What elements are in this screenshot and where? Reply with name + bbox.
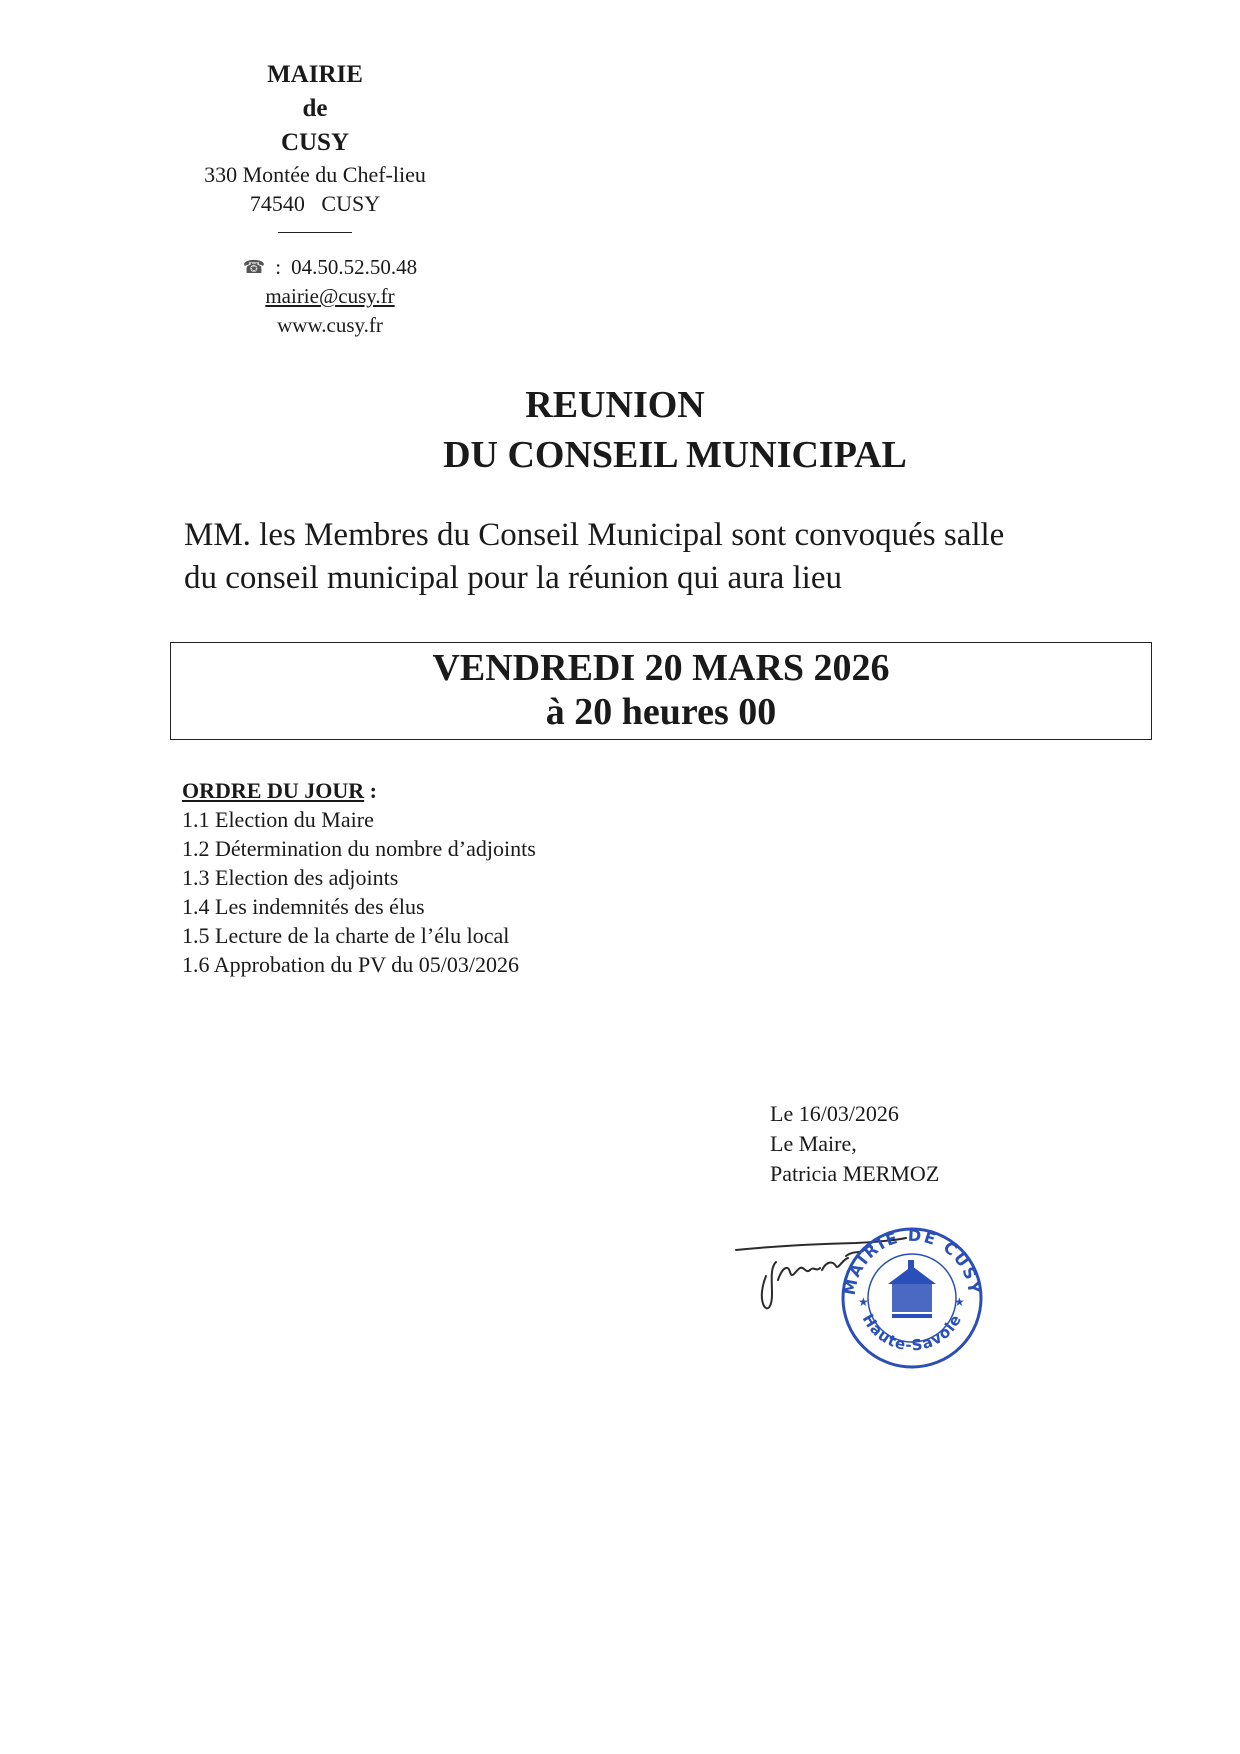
- meeting-time: à 20 heures 00: [545, 691, 777, 733]
- meeting-date: VENDREDI 20 MARS 2026: [432, 647, 890, 689]
- letterhead-divider: [278, 232, 352, 233]
- letterhead-mairie: MAIRIE: [267, 61, 363, 88]
- intro-paragraph: [184, 514, 1144, 600]
- signature-date: Le 16/03/2026: [770, 1101, 899, 1126]
- intro-line-1: MM. les Membres du Conseil Municipal sont convoqués salle: [184, 517, 1005, 553]
- signature-and-stamp: [726, 1210, 986, 1390]
- stamp-bottom-text: Haute-Savoie: [858, 1310, 966, 1355]
- stamp-star-right: ★: [954, 1295, 965, 1309]
- agenda-item: 1.5 Lecture de la charte de l’élu local: [182, 923, 510, 948]
- signature-name: Patricia MERMOZ: [770, 1161, 940, 1186]
- agenda-heading-colon: :: [364, 778, 377, 803]
- phone-number: 04.50.52.50.48: [291, 255, 418, 279]
- agenda-list: [182, 805, 882, 979]
- agenda: [182, 776, 882, 979]
- title-line-1: REUNION: [525, 384, 705, 426]
- telephone-icon: ☎: [242, 257, 266, 278]
- letterhead: [150, 58, 480, 340]
- agenda-heading: [182, 776, 882, 805]
- letterhead-phone-row: [150, 253, 480, 282]
- stamp-star-left: ★: [858, 1295, 869, 1309]
- agenda-item: 1.2 Détermination du nombre d’adjoints: [182, 836, 536, 861]
- letterhead-town: CUSY: [280, 129, 350, 156]
- agenda-item: 1.4 Les indemnités des élus: [182, 894, 425, 919]
- title-line-2: DU CONSEIL MUNICIPAL: [443, 434, 907, 476]
- agenda-heading-label: ORDRE DU JOUR: [182, 778, 365, 803]
- meeting-date-box: [170, 642, 1152, 740]
- agenda-item: 1.6 Approbation du PV du 05/03/2026: [182, 952, 519, 977]
- signature-role: Le Maire,: [770, 1131, 857, 1156]
- website-link[interactable]: www.cusy.fr: [277, 313, 383, 337]
- official-stamp: [840, 1226, 985, 1367]
- letterhead-address: 330 Montée du Chef-lieu: [204, 162, 426, 187]
- stamp-top-text: MAIRIE DE CUSY: [839, 1225, 985, 1297]
- phone-separator: :: [275, 255, 282, 279]
- letterhead-de: de: [302, 95, 328, 122]
- agenda-item: 1.3 Election des adjoints: [182, 865, 399, 890]
- stamp-emblem: [888, 1260, 936, 1318]
- agenda-item: 1.1 Election du Maire: [182, 807, 374, 832]
- intro-line-2: du conseil municipal pour la réunion qui aura lieu: [184, 560, 842, 596]
- letterhead-postal: 74540 CUSY: [249, 191, 381, 216]
- meeting-title: [300, 380, 1050, 480]
- signature-block: [770, 1099, 1070, 1189]
- email-link[interactable]: mairie@cusy.fr: [265, 284, 395, 308]
